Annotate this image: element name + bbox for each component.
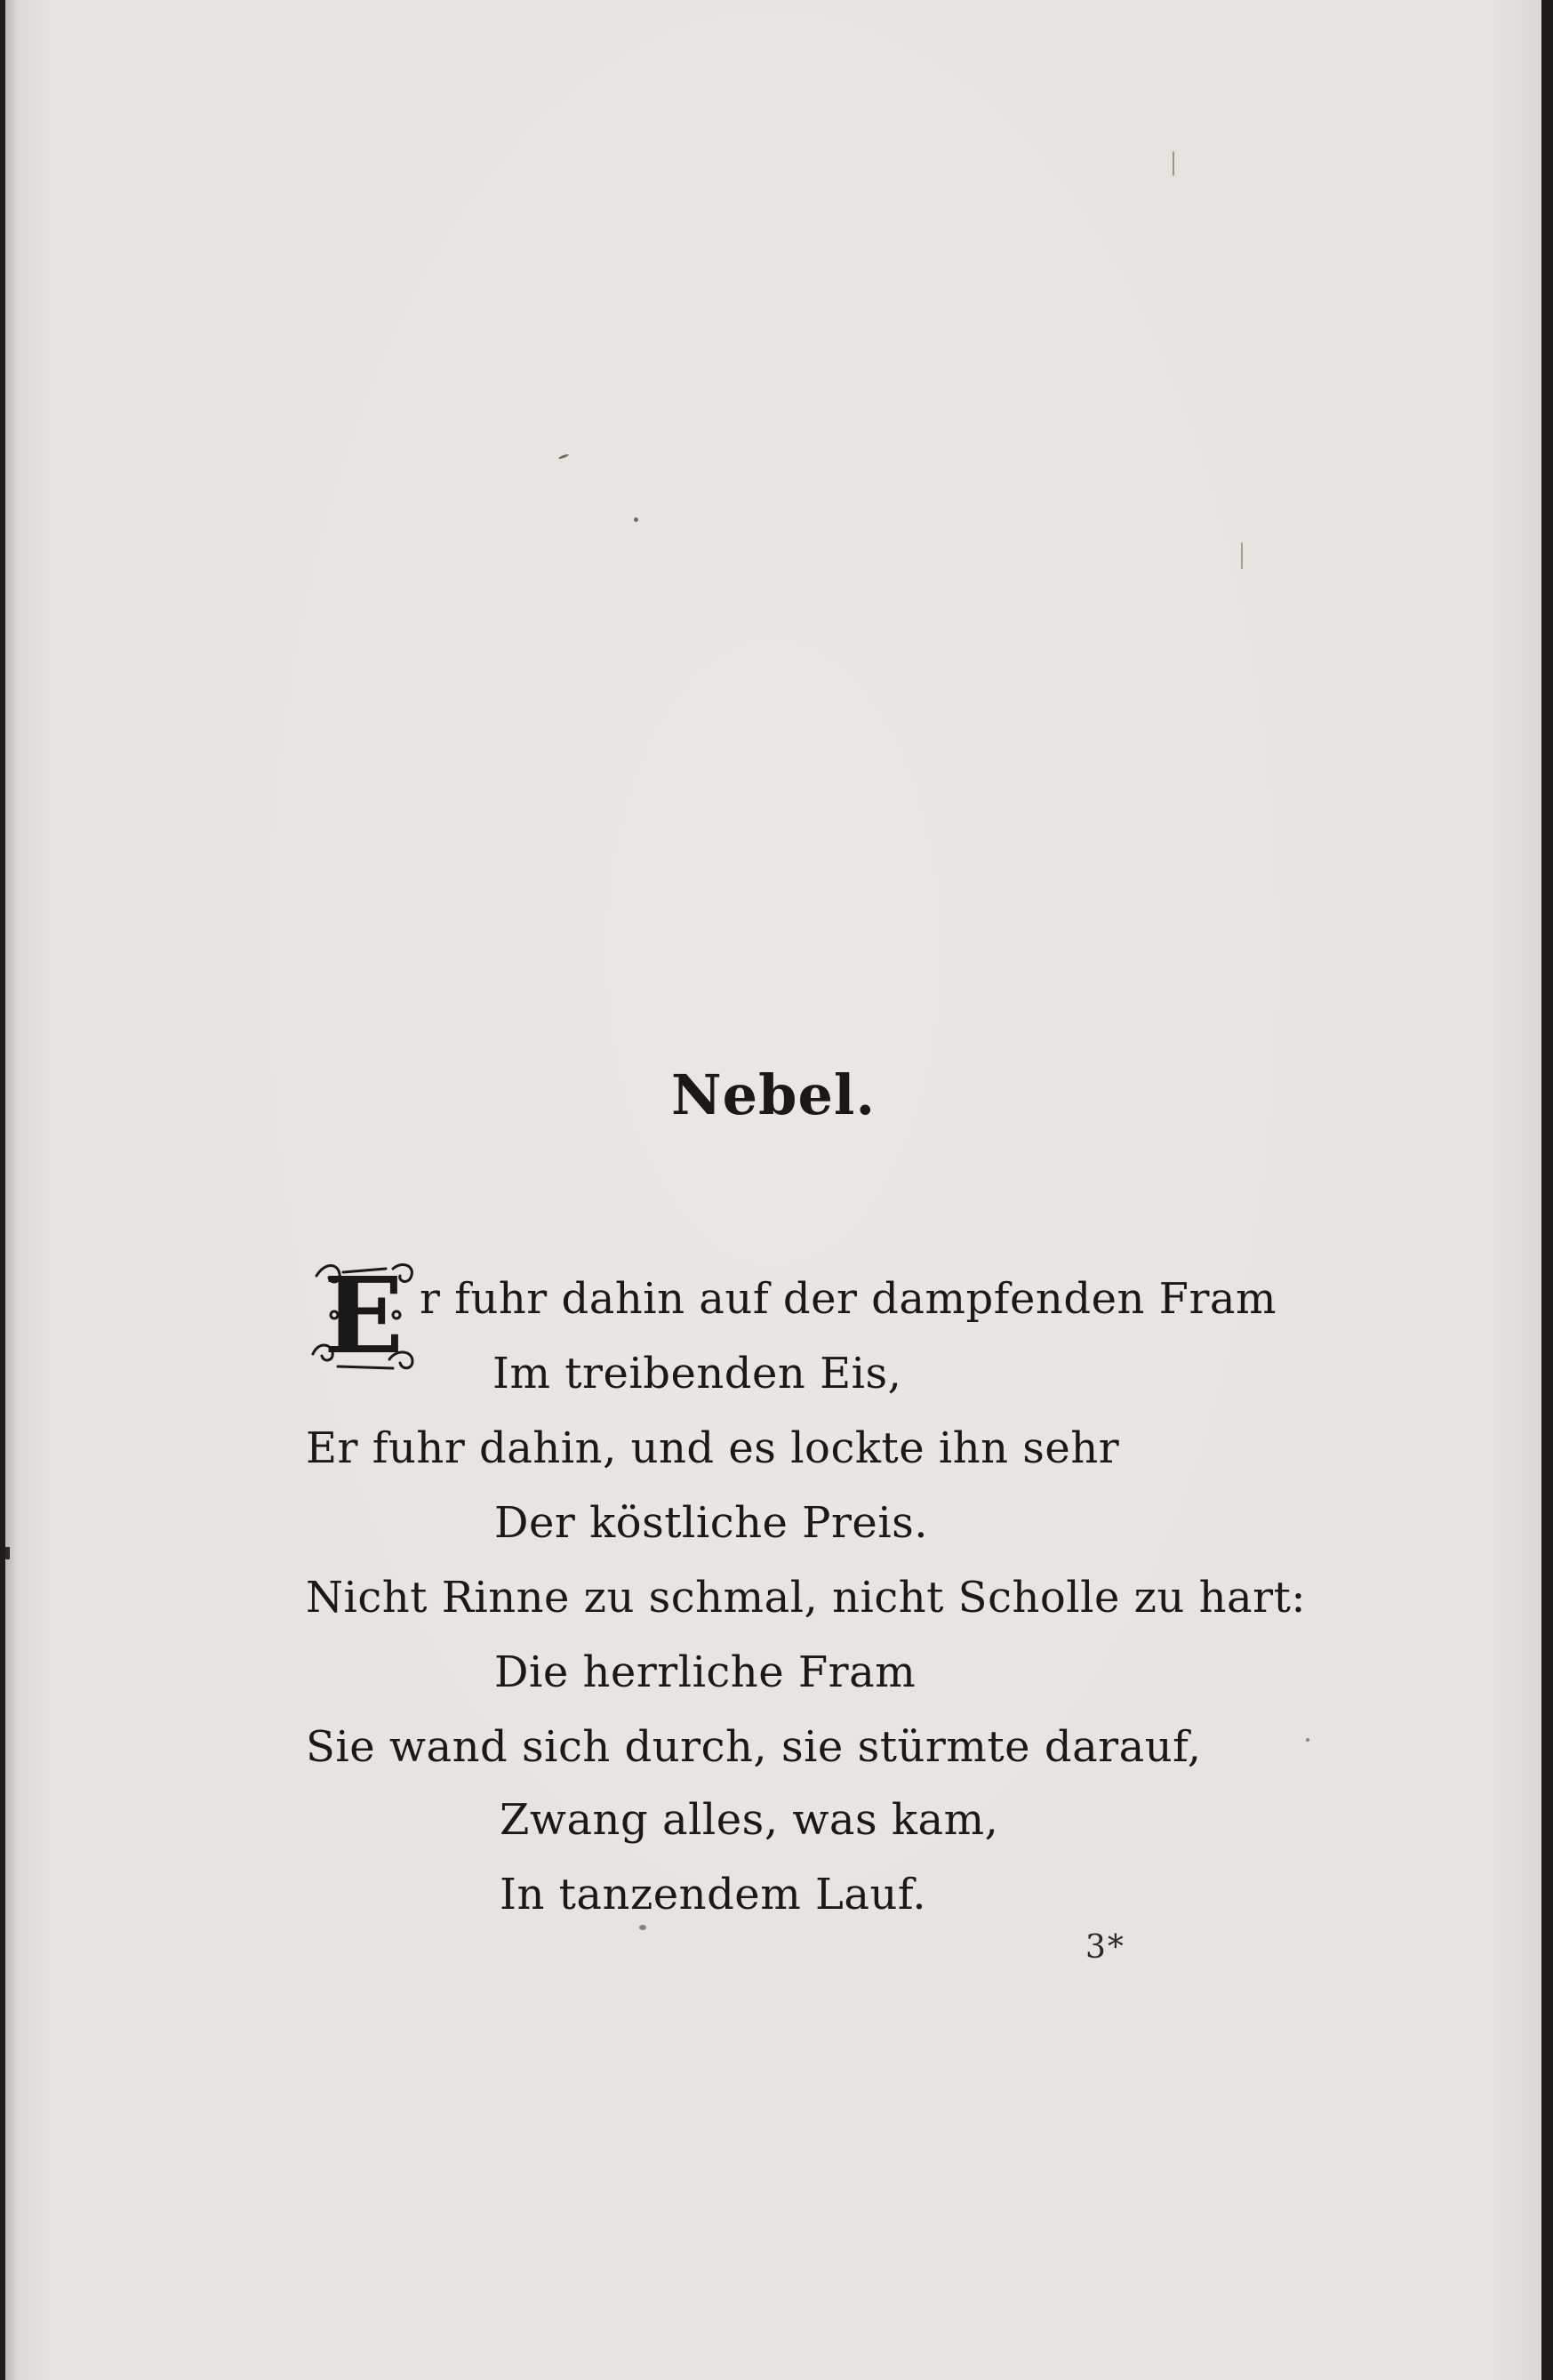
poem-line: Die herrliche Fram [494, 1647, 917, 1697]
paper-speck [1241, 542, 1243, 569]
poem-line: In tanzendem Lauf. [500, 1870, 927, 1919]
page-edge-shadow [5, 0, 18, 2380]
paper-speck [558, 453, 569, 460]
paper-speck [1173, 151, 1174, 176]
poem-body [5, 1254, 1541, 1934]
poem-title: Nebel. [670, 1062, 877, 1127]
page-number: 3* [1085, 1929, 1125, 1966]
book-page [5, 0, 1541, 2380]
poem-line: Der köstliche Preis. [494, 1498, 929, 1548]
poem-line: Zwang alles, was kam, [500, 1795, 999, 1845]
ornamental-dropcap [308, 1256, 420, 1375]
dropcap-letter: E [324, 1254, 404, 1377]
poem-line: Er fuhr dahin, und es lockte ihn sehr [306, 1423, 1120, 1473]
poem-line: Sie wand sich durch, sie stürmte darauf, [306, 1722, 1202, 1772]
paper-speck [634, 517, 638, 522]
poem-line: r fuhr dahin auf der dampfenden Fram [420, 1274, 1277, 1324]
poem-line: Nicht Rinne zu schmal, nicht Scholle zu hart: [306, 1573, 1307, 1623]
poem-line: Im treibenden Eis, [492, 1349, 902, 1398]
